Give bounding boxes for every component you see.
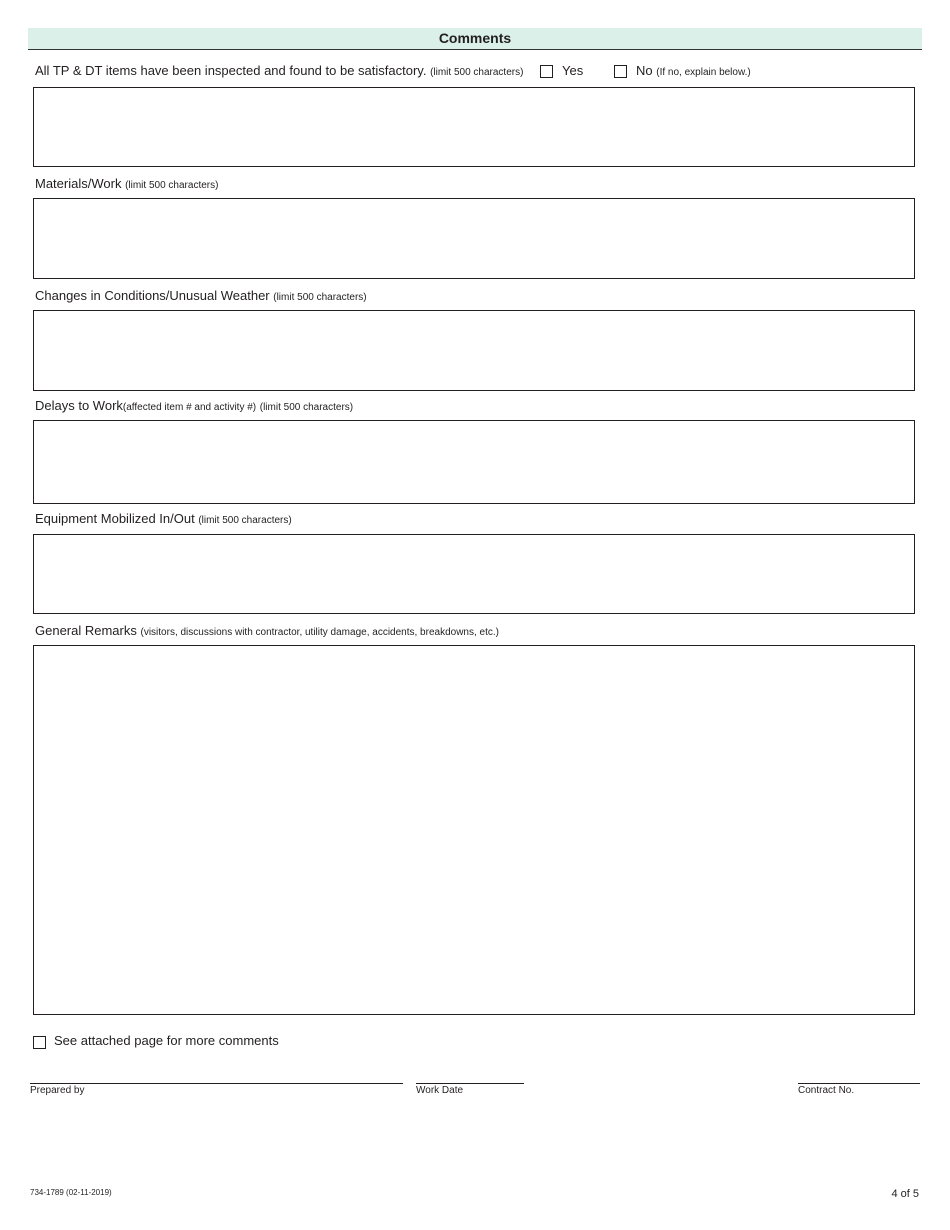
work-date-label: Work Date	[416, 1085, 464, 1096]
yes-label: Yes	[562, 63, 584, 78]
changes-label-group	[35, 288, 367, 303]
equipment-label: Equipment Mobilized In/Out	[35, 511, 195, 526]
changes-conditions-field[interactable]	[33, 310, 915, 391]
inspection-question	[35, 63, 523, 78]
no-note: (If no, explain below.)	[656, 67, 751, 78]
work-date-line[interactable]	[416, 1083, 524, 1084]
changes-label: Changes in Conditions/Unusual Weather	[35, 288, 270, 303]
yes-checkbox[interactable]	[540, 65, 553, 78]
remarks-note: (visitors, discussions with contractor, utility damage, accidents, breakdowns, etc.)	[140, 627, 499, 638]
remarks-label-group	[35, 623, 499, 638]
materials-work-field[interactable]	[33, 198, 915, 279]
prepared-by-line[interactable]	[30, 1083, 403, 1084]
inspection-label: All TP & DT items have been inspected and found to be satisfactory.	[35, 63, 427, 78]
no-label: No	[636, 63, 653, 78]
prepared-by-label: Prepared by	[30, 1085, 85, 1096]
equipment-mobilized-field[interactable]	[33, 534, 915, 614]
materials-label: Materials/Work	[35, 176, 122, 191]
see-attached-checkbox[interactable]	[33, 1036, 46, 1049]
remarks-label: General Remarks	[35, 623, 137, 638]
inspection-comments-field[interactable]	[33, 87, 915, 167]
delays-label-group	[35, 398, 353, 413]
contract-no-label: Contract No.	[798, 1085, 855, 1096]
general-remarks-field[interactable]	[33, 645, 915, 1015]
page-number: 4 of 5	[891, 1188, 919, 1200]
section-title-comments: Comments	[28, 28, 922, 50]
equipment-limit: (limit 500 characters)	[198, 515, 292, 526]
see-attached-label: See attached page for more comments	[54, 1033, 279, 1048]
delays-label: Delays to Work	[35, 398, 123, 413]
materials-limit: (limit 500 characters)	[125, 180, 219, 191]
form-id: 734-1789 (02-11-2019)	[30, 1188, 112, 1197]
equipment-label-group	[35, 511, 292, 526]
no-checkbox[interactable]	[614, 65, 627, 78]
no-label-group	[636, 63, 751, 78]
delays-note: (affected item # and activity #)	[122, 402, 257, 413]
contract-no-line[interactable]	[798, 1083, 920, 1084]
inspection-limit: (limit 500 characters)	[430, 67, 524, 78]
changes-limit: (limit 500 characters)	[273, 292, 367, 303]
materials-label-group	[35, 176, 218, 191]
delays-limit: (limit 500 characters)	[259, 402, 354, 413]
delays-to-work-field[interactable]	[33, 420, 915, 504]
